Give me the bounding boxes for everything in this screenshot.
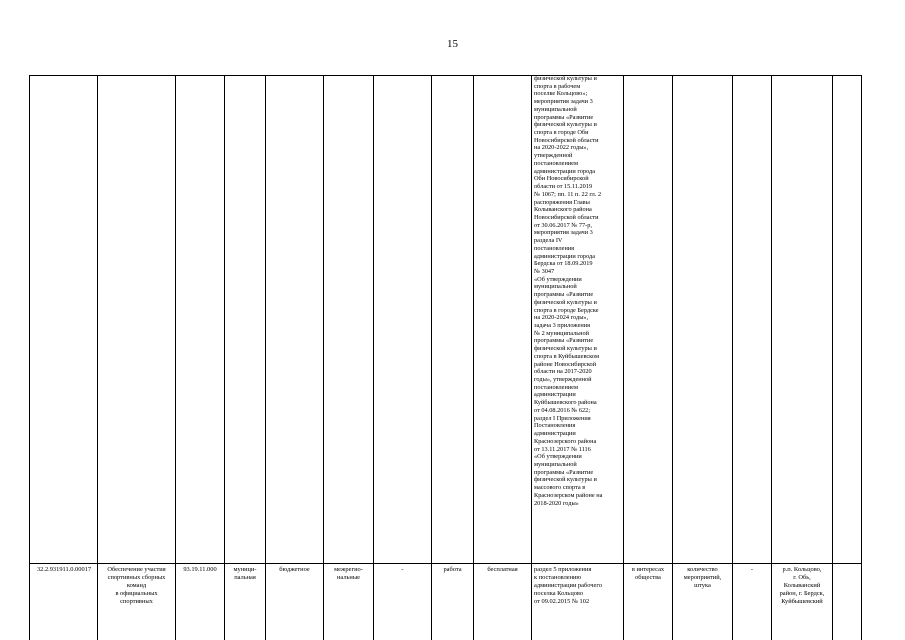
legal-basis-line: Бердска от 18.09.2019 xyxy=(534,260,593,268)
column-rule xyxy=(431,75,432,640)
legal-basis-line: № 1067; пп. 11 п. 22 гл. 2 xyxy=(534,190,602,198)
legal-basis-line: программы «Развитие xyxy=(534,337,594,345)
legal-basis-line: от 13.11.2017 № 1116 xyxy=(534,445,591,453)
legal-basis-line: распоряжения Главы xyxy=(534,198,590,206)
legal-basis-line: мероприятия задачи 3 xyxy=(534,98,593,106)
legal-basis-line: Новосибирской области xyxy=(534,213,599,221)
legal-basis-line: программы «Развитие xyxy=(534,291,594,299)
legal-basis-line: физической культуры и xyxy=(534,345,597,353)
legal-basis-line: 2018-2020 годы» xyxy=(534,499,579,507)
legal-basis-line: от 30.06.2017 № 77-р, xyxy=(534,221,593,229)
legal-basis-line: спорта в городе Бердске xyxy=(534,306,599,314)
legal-basis-line: Краснозерском районе на xyxy=(534,491,603,499)
legal-basis-line: администрации города xyxy=(534,252,596,260)
service-code: 32.2.931911.0.00017 xyxy=(36,566,92,573)
legal-basis-line: задача 3 приложения xyxy=(534,322,591,329)
table-border-top xyxy=(29,75,862,76)
row-separator xyxy=(29,563,862,564)
legal-basis-line: спорта в рабочем xyxy=(534,82,581,90)
column-rule xyxy=(373,75,374,640)
table-border-right xyxy=(861,75,862,640)
legal-basis-line: на 2020-2024 годы», xyxy=(534,314,589,322)
legal-basis-line: спорта в Куйбышевском xyxy=(534,352,599,360)
legal-basis-line: администрации города xyxy=(534,167,596,175)
column-rule xyxy=(224,75,225,640)
volume-indicator: количество мероприятий, штука xyxy=(683,566,722,590)
payment-type: бесплатная xyxy=(487,566,518,573)
service-scope: межрегио- нальные xyxy=(334,566,363,582)
column-rule xyxy=(672,75,673,640)
consumers: в интересах общества xyxy=(631,566,665,582)
legal-basis-line: физической культуры и xyxy=(534,298,597,306)
legal-basis: раздел 5 приложения к постановлению администрации рабочего поселка Кольцово от 09.02.2015 № 102 xyxy=(534,566,603,606)
service-location: р.п. Кольцово, г. Обь, Колыванский район, г. Бердск, Куйбышевский xyxy=(779,566,825,606)
legal-basis-line: постановлением xyxy=(534,159,578,167)
column-rule xyxy=(832,75,833,640)
column-rule xyxy=(473,75,474,640)
legal-basis-line: физической культуры и xyxy=(534,476,597,484)
legal-basis-line: программы «Развитие xyxy=(534,468,594,476)
legal-basis-line: области от 15.11.2019 xyxy=(534,183,593,191)
column-rule xyxy=(323,75,324,640)
legal-basis-line: раздела IV xyxy=(534,237,563,245)
legal-basis-line: районе Новосибирской xyxy=(534,360,597,368)
institution-type: бюджетное xyxy=(279,566,310,573)
legal-basis-line: Куйбышевского района xyxy=(534,399,597,407)
legal-basis-line: спорта в городе Оби xyxy=(534,129,589,137)
legal-basis-line: годы», утвержденной xyxy=(534,376,592,384)
okved-code: 93.19.11.000 xyxy=(183,566,217,573)
legal-basis-line: постановления xyxy=(534,244,575,252)
column-rule xyxy=(771,75,772,640)
legal-basis-line: на 2020-2022 годы», xyxy=(534,144,589,152)
column-rule xyxy=(732,75,733,640)
legal-basis-line: массового спорта в xyxy=(534,484,586,492)
legal-basis-line: утвержденной xyxy=(534,152,573,160)
legal-basis-line: постановлением xyxy=(534,383,578,391)
legal-basis-line: № 2 муниципальной xyxy=(534,329,590,337)
table-border-left xyxy=(29,75,30,640)
legal-basis-line: № 3047 xyxy=(534,267,555,275)
continued-legal-basis-text xyxy=(534,75,624,564)
dash-cell: - xyxy=(750,566,754,573)
legal-basis-line: муниципальной xyxy=(534,105,577,113)
legal-basis-line: программы «Развитие xyxy=(534,113,594,121)
service-name: Обеспечение участия спортивных сборных команд в официальных спортивных xyxy=(107,566,166,606)
column-rule xyxy=(97,75,98,640)
work-type: работа xyxy=(443,566,462,573)
service-level: муници- пальная xyxy=(233,566,257,582)
legal-basis-line: области на 2017-2020 xyxy=(534,368,592,376)
page-number: 15 xyxy=(447,38,458,50)
legal-basis-line: от 04.08.2016 № 622; xyxy=(534,406,591,414)
services-table xyxy=(29,75,862,640)
legal-basis-line: Колыванского района xyxy=(534,206,592,214)
legal-basis-line: администрации xyxy=(534,430,576,438)
legal-basis-line: раздел I Приложения xyxy=(534,414,591,422)
legal-basis-line: мероприятия задачи 3 xyxy=(534,229,593,237)
legal-basis-line: муниципальной xyxy=(534,460,577,468)
legal-basis-line: Постановления xyxy=(534,422,576,430)
column-rule xyxy=(175,75,176,640)
legal-basis-line: поселке Кольцово»; xyxy=(534,90,588,98)
legal-basis-line: «Об утверждении xyxy=(534,453,582,461)
legal-basis-line: муниципальной xyxy=(534,283,577,291)
dash-cell: - xyxy=(401,566,404,573)
column-rule xyxy=(265,75,266,640)
legal-basis-line: «Об утверждении xyxy=(534,275,582,283)
legal-basis-line: Оби Новосибирской xyxy=(534,175,589,183)
legal-basis-line: Новосибирской области xyxy=(534,136,599,144)
legal-basis-line: администрации xyxy=(534,391,576,399)
legal-basis-line: физической культуры и xyxy=(534,75,597,82)
legal-basis-line: Краснозерского района xyxy=(534,437,597,445)
legal-basis-line: физической культуры и xyxy=(534,121,597,129)
column-rule xyxy=(531,75,532,640)
